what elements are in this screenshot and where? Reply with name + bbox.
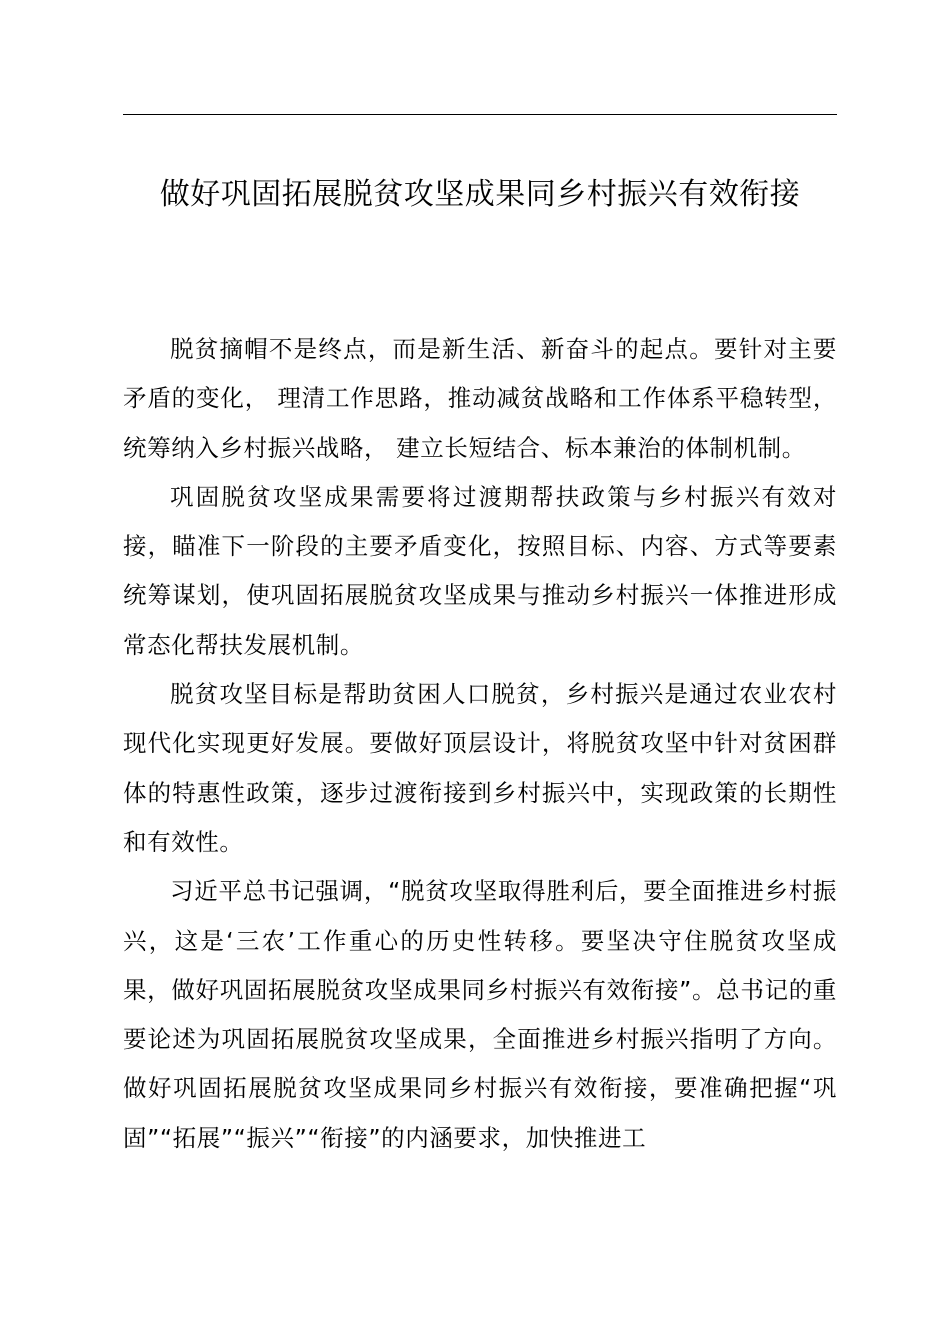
paragraph-4: 习近平总书记强调，“脱贫攻坚取得胜利后，要全面推进乡村振兴，这是‘三农’工作重心的历史性转移。要坚决守住脱贫攻坚成果，做好巩固拓展脱贫攻坚成果同乡村振兴有效衔接”。总书记的重要论述为巩固拓展脱贫攻坚成果，全面推进乡村振兴指明了方向。做好巩固拓展脱贫攻坚成果同乡村振兴有效衔接，要准确把握“巩固”“拓展”“振兴”“衔接”的内涵要求，加快推进工 (123, 877, 837, 1152)
paragraph-2: 巩固脱贫攻坚成果需要将过渡期帮扶政策与乡村振兴有效对接，瞄准下一阶段的主要矛盾变化，按照目标、内容、方式等要素统筹谋划，使巩固拓展脱贫攻坚成果与推动乡村振兴一体推进形成常态化帮扶发展机制。 (123, 482, 837, 659)
paragraph-1: 脱贫摘帽不是终点，而是新生活、新奋斗的起点。要针对主要矛盾的变化， 理清工作思路，推动减贫战略和工作体系平稳转型，统筹纳入乡村振兴战略， 建立长短结合、标本兼治的体制机制。 (123, 335, 837, 462)
document-body (123, 325, 837, 1163)
paragraph-3: 脱贫攻坚目标是帮助贫困人口脱贫，乡村振兴是通过农业农村现代化实现更好发展。要做好顶层设计，将脱贫攻坚中针对贫困群体的特惠性政策，逐步过渡衔接到乡村振兴中，实现政策的长期性和有效性。 (123, 680, 837, 856)
header-divider (123, 114, 837, 115)
document-title: 做好巩固拓展脱贫攻坚成果同乡村振兴有效衔接 (159, 177, 801, 212)
